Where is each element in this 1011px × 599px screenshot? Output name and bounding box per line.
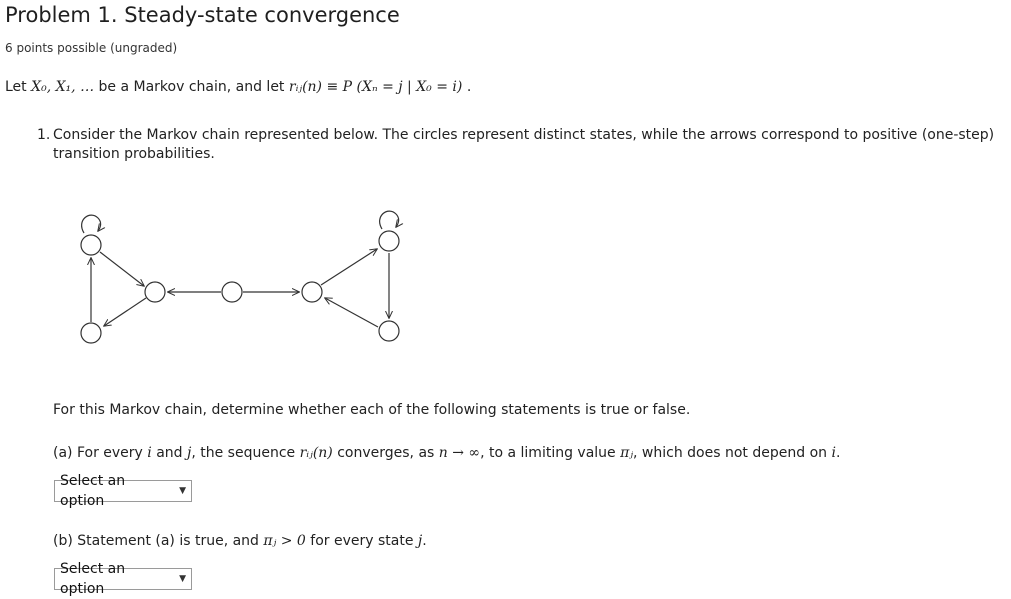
markov-chain-diagram (60, 198, 420, 358)
part-b-j-math: j (417, 533, 423, 549)
part-a-i2-math: i (831, 445, 836, 461)
part-a-text-6: , which does not depend on (633, 445, 832, 461)
intro-suffix: . (462, 79, 472, 95)
arrow-centerright-to-topright (321, 249, 377, 285)
question-1-text (37, 124, 994, 146)
part-a-text-5: , to a limiting value (480, 445, 621, 461)
state-top-left (81, 235, 101, 255)
state-bottom-right (379, 321, 399, 341)
intro-definition-math: rᵢⱼ(n) ≡ P (Xₙ = j | X₀ = i) (288, 79, 463, 95)
state-center-left (145, 282, 165, 302)
part-a-text-1: (a) For every (53, 445, 148, 461)
part-b-condition-math: πⱼ > 0 (263, 533, 306, 549)
part-b-text-2: for every state (305, 533, 418, 549)
part-a-text-2: and (151, 445, 188, 461)
part-a-text-7: . (835, 445, 841, 461)
part-a-select-label: Select an option (60, 473, 126, 509)
intro-middle: be a Markov chain, and let (94, 79, 289, 95)
part-b-select-label: Select an option (60, 561, 126, 597)
part-a-rij-math: rᵢⱼ(n) (299, 445, 333, 461)
part-b-select[interactable] (54, 561, 192, 597)
instructions-text: For this Markov chain, determine whether each of the following statements is true or false. (53, 402, 691, 418)
part-b-text-1: (b) Statement (a) is true, and (53, 533, 264, 549)
arrow-bottomright-to-centerright (325, 298, 378, 327)
state-center-right (302, 282, 322, 302)
part-a-i-math: i (147, 445, 152, 461)
part-a-limit-math: n → ∞ (438, 445, 481, 461)
part-a-text-4: converges, as (332, 445, 439, 461)
state-top-right (379, 231, 399, 251)
self-loop-top-right (380, 211, 399, 229)
question-1-line2: transition probabilities. (53, 146, 215, 162)
self-loop-top-left (82, 215, 101, 233)
part-a-text-3: , the sequence (191, 445, 300, 461)
intro-prefix: Let (5, 79, 32, 95)
arrow-topleft-to-centerleft (100, 252, 144, 286)
part-b-text-3: . (422, 533, 427, 549)
part-a-j-math: j (187, 445, 192, 461)
arrow-centerleft-to-bottomleft (104, 298, 146, 326)
part-a-select[interactable] (54, 473, 192, 509)
state-bottom-left (81, 323, 101, 343)
question-1-number: 1. (37, 127, 51, 143)
part-a-pi-math: πⱼ (620, 445, 634, 461)
part-b-statement (53, 533, 427, 549)
chevron-down-icon: ▼ (179, 486, 186, 496)
state-center (222, 282, 242, 302)
problem-title: Problem 1. Steady-state convergence (5, 3, 400, 27)
chevron-down-icon: ▼ (179, 574, 186, 584)
intro-chain-math: X₀, X₁, … (31, 79, 95, 95)
points-label: 6 points possible (ungraded) (5, 41, 178, 55)
intro-text (5, 79, 471, 95)
part-a-statement (53, 445, 840, 461)
question-1-line1: Consider the Markov chain represented below. The circles represent distinct states, while the arrows correspond to positive (one-step) (53, 127, 995, 143)
